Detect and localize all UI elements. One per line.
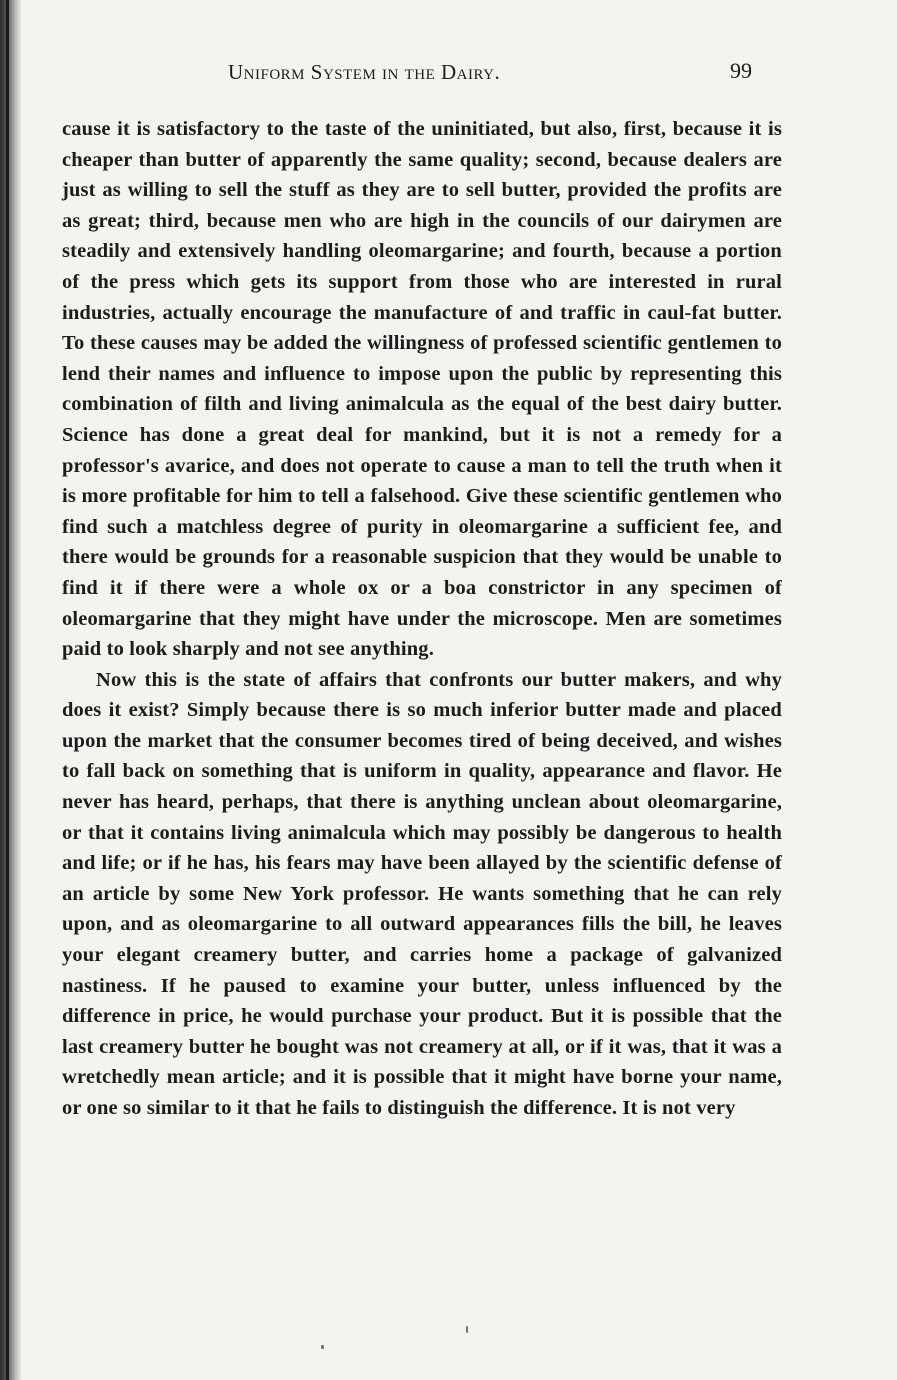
running-title: Uniform System in the Dairy. <box>228 60 501 84</box>
paragraph-2: Now this is the state of affairs that confronts our butter makers, and why does it exist? Simply because there is so much inferior butter made and placed upon the market that the consumer becomes tired of being deceived, and wishes to fall back on something that is uniform in quality, appearance and flavor. He never has heard, perhaps, that there is anything unclean about oleomargarine, or that it contains living animalcula which may possibly be dangerous to health and life; or if he has, his fears may have been allayed by the scientific defense of an article by some New York professor. He wants something that he can rely upon, and as oleomargarine to all outward appearances fills the bill, he leaves your elegant creamery butter, and carries home a package of galvanized nastiness. If he paused to examine your butter, unless influenced by the difference in price, he would purchase your product. But it is possible that the last creamery butter he bought was not creamery at all, or if it was, that it was a wretchedly mean article; and it is possible that it might have borne your name, or one so similar to it that he fails to distinguish the difference. It is not very <box>62 668 782 1119</box>
page-header <box>62 52 782 92</box>
print-speck <box>466 1326 468 1333</box>
page-spine-shadow <box>0 0 22 1380</box>
paragraph-1: cause it is satisfactory to the taste of the uninitiated, but also, first, because it is cheaper than butter of apparently the same quality; second, because dealers are just as willing to sell the stuff as they are to sell butter, provided the profits are as great; third, because men who are high in the councils of our dairymen are steadily and extensively handling oleomargarine; and fourth, because a portion of the press which gets its support from those who are interested in rural industries, actually encourage the manufacture of and traffic in caul-fat butter. To these causes may be added the willingness of professed scientific gentlemen to lend their names and influence to impose upon the public by representing this combination of filth and living animalcula as the equal of the best dairy butter. Science has done a great deal for mankind, but it is not a remedy for a professor's avarice, and does not operate to cause a man to tell the truth when it is more profitable for him to tell a falsehood. Give these scientific gentlemen who find such a matchless degree of purity in oleomargarine a sufficient fee, and there would be grounds for a reasonable suspicion that they would be unable to find it if there were a whole ox or a boa constrictor in any specimen of oleomargarine that they might have under the microscope. Men are sometimes paid to look sharply and not see anything. <box>62 118 782 661</box>
page-number: 99 <box>730 58 752 83</box>
book-page <box>62 52 782 1124</box>
page-body <box>62 114 782 1124</box>
page-spine-edge <box>6 0 9 1380</box>
print-speck <box>321 1345 324 1349</box>
